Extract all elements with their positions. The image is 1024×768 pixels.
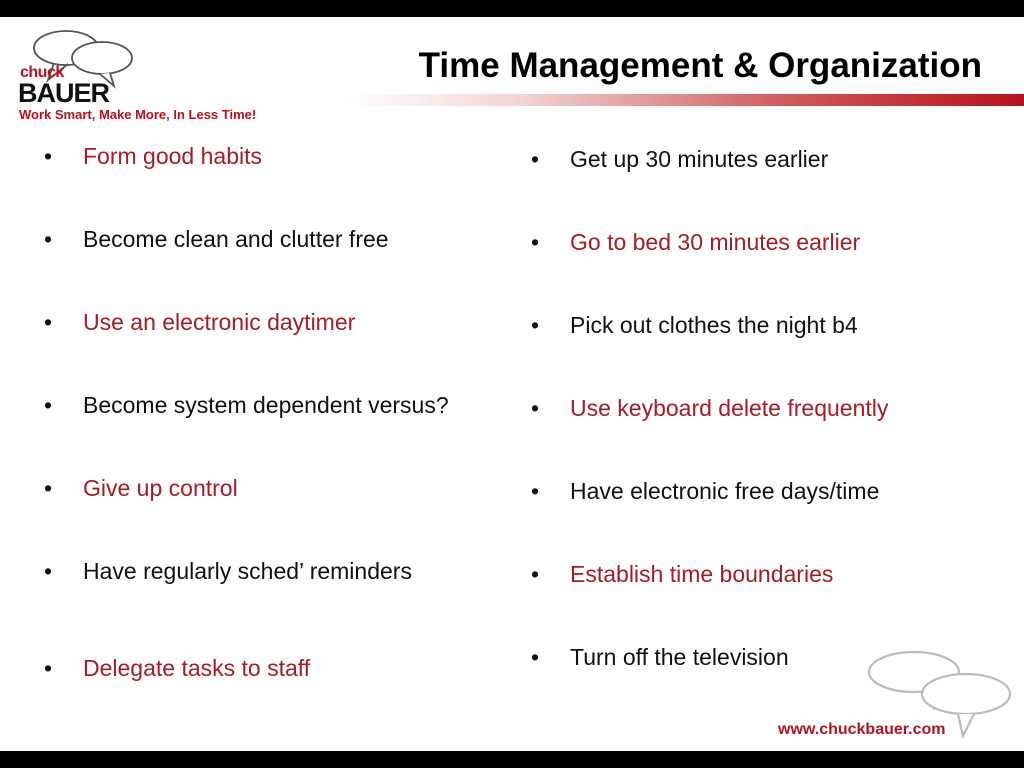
bullet-text: Pick out clothes the night b4 [570,312,858,338]
bullet-text: Give up control [83,475,238,501]
bullet-text: Turn off the television [570,644,789,670]
logo-chuck-text: chuck [20,64,64,81]
bullet-text: Form good habits [83,143,262,169]
bullet-text: Use an electronic daytimer [83,309,356,335]
bullet-dot-icon: • [531,146,540,172]
bullet-dot-icon: • [531,561,540,587]
bullet-text: Go to bed 30 minutes earlier [570,229,861,255]
bullet-text: Have electronic free days/time [570,478,880,504]
footer-website-link[interactable]: www.chuckbauer.com [778,721,946,738]
title-gradient-rule [345,94,1024,106]
bullet-dot-icon: • [44,475,53,501]
bullet-text: Use keyboard delete frequently [570,395,889,421]
logo-tagline: Work Smart, Make More, In Less Time! [19,107,257,122]
bullet-text: Delegate tasks to staff [83,655,311,681]
bullet-text: Establish time boundaries [570,561,834,587]
bullet-dot-icon: • [531,312,540,338]
bullet-text: Have regularly sched’ reminders [83,558,412,584]
bullet-dot-icon: • [44,226,53,252]
bullet-dot-icon: • [531,478,540,504]
logo-bauer-text: BAUER [18,78,110,108]
bullet-dot-icon: • [44,655,53,681]
bullet-dot-icon: • [44,143,53,169]
bullet-text: Become system dependent versus? [83,392,449,418]
bullet-dot-icon: • [44,309,53,335]
bullet-dot-icon: • [44,392,53,418]
slide-title: Time Management & Organization [418,46,982,85]
bullet-dot-icon: • [531,644,540,670]
top-bar [0,0,1024,17]
bullet-dot-icon: • [44,558,53,584]
bullet-text: Get up 30 minutes earlier [570,146,829,172]
bullet-text: Become clean and clutter free [83,226,389,252]
bullet-dot-icon: • [531,229,540,255]
bottom-bar [0,751,1024,768]
bullet-dot-icon: • [531,395,540,421]
chuck-bauer-logo [14,26,264,126]
